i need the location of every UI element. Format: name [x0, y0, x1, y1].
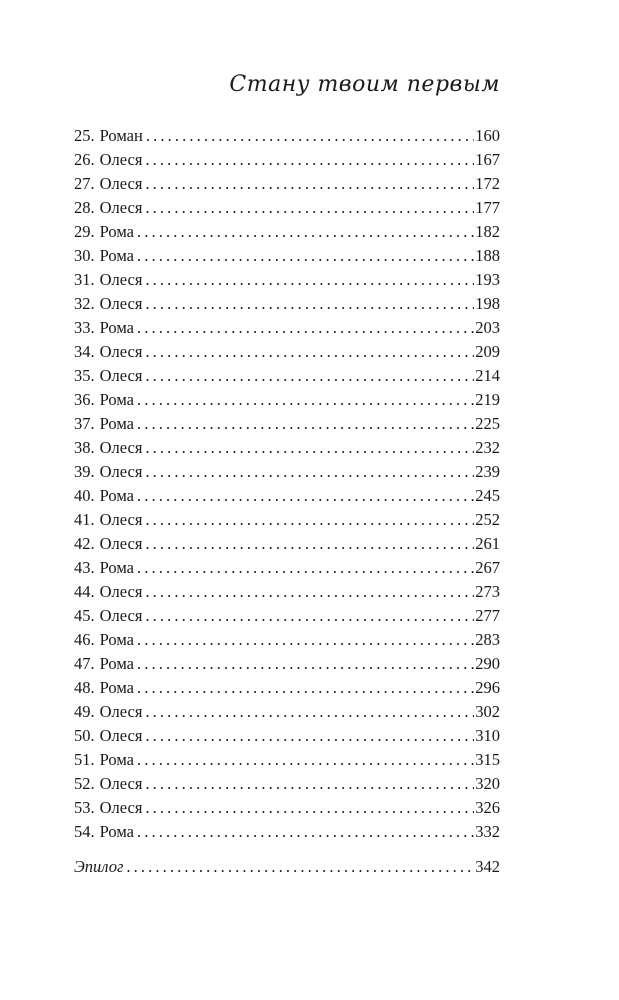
toc-entry[interactable] — [74, 244, 500, 268]
dot-leader — [145, 268, 474, 292]
toc-entry-number: 32. — [74, 294, 95, 313]
toc-entry-number: 51. — [74, 750, 95, 769]
toc-entry-title: Олеся — [99, 582, 143, 601]
dot-leader — [145, 460, 474, 484]
toc-entry-page: 167 — [475, 150, 500, 169]
dot-leader — [145, 580, 474, 604]
toc-entry-page: 188 — [475, 246, 500, 265]
dot-leader — [145, 772, 474, 796]
toc-entry[interactable] — [74, 628, 500, 652]
toc-entry-number: 42. — [74, 534, 95, 553]
toc-entry-page: 198 — [475, 294, 500, 313]
dot-leader — [137, 244, 474, 268]
toc-entry-number: 54. — [74, 822, 95, 841]
toc-entry-title: Олеся — [99, 150, 143, 169]
toc-entry-page: 320 — [475, 774, 500, 793]
toc-entry[interactable] — [74, 316, 500, 340]
toc-entry-title: Рома — [99, 822, 134, 841]
toc-entry-number: 46. — [74, 630, 95, 649]
toc-entry-page: 225 — [475, 414, 500, 433]
toc-entry-number: 36. — [74, 390, 95, 409]
toc-entry-page: 209 — [475, 342, 500, 361]
toc-entry-number: 33. — [74, 318, 95, 337]
dot-leader — [145, 340, 474, 364]
toc-entry-title: Олеся — [99, 726, 143, 745]
toc-entry-title: Олеся — [99, 198, 143, 217]
toc-entry-page: 326 — [475, 798, 500, 817]
dot-leader — [145, 532, 474, 556]
toc-entry-number: 28. — [74, 198, 95, 217]
toc-entry-number: 26. — [74, 150, 95, 169]
dot-leader — [145, 436, 474, 460]
toc-entry-page: 203 — [475, 318, 500, 337]
toc-entry[interactable] — [74, 532, 500, 556]
toc-entry-page: 277 — [475, 606, 500, 625]
dot-leader — [137, 628, 474, 652]
toc-entry-number: 47. — [74, 654, 95, 673]
toc-entry-number: 37. — [74, 414, 95, 433]
toc-entry-page: 273 — [475, 582, 500, 601]
toc-entry[interactable] — [74, 340, 500, 364]
toc-entry-title: Олеся — [99, 702, 143, 721]
toc-entry[interactable] — [74, 820, 500, 844]
toc-entry-title: Рома — [99, 630, 134, 649]
dot-leader — [145, 724, 474, 748]
toc-entry-title: Рома — [99, 558, 134, 577]
dot-leader — [145, 364, 474, 388]
dot-leader — [137, 388, 474, 412]
toc-entry[interactable] — [74, 508, 500, 532]
toc-entry[interactable] — [74, 124, 500, 148]
dot-leader — [145, 172, 474, 196]
toc-entry-number: 30. — [74, 246, 95, 265]
toc-entry-title: Олеся — [99, 366, 143, 385]
toc-entry-page: 245 — [475, 486, 500, 505]
toc-entry-page: 219 — [475, 390, 500, 409]
toc-entry-page: 332 — [475, 822, 500, 841]
toc-entry-page: 315 — [475, 750, 500, 769]
toc-entry[interactable] — [74, 700, 500, 724]
toc-entry-number: 27. — [74, 174, 95, 193]
toc-entry[interactable] — [74, 292, 500, 316]
toc-entry-number: 40. — [74, 486, 95, 505]
toc-entry[interactable] — [74, 220, 500, 244]
dot-leader — [137, 412, 474, 436]
toc-entry-page: 267 — [475, 558, 500, 577]
toc-entry-title: Эпилог — [74, 857, 124, 876]
dot-leader — [145, 604, 474, 628]
toc-entry-number: 52. — [74, 774, 95, 793]
toc-entry-number: 38. — [74, 438, 95, 457]
toc-entry-number: 48. — [74, 678, 95, 697]
toc-entry-title: Олеся — [99, 798, 143, 817]
toc-entry-number: 43. — [74, 558, 95, 577]
toc-entry-title: Роман — [99, 126, 143, 145]
toc-entry[interactable] — [74, 412, 500, 436]
toc-entry-title: Рома — [99, 246, 134, 265]
toc-entry-page: 239 — [475, 462, 500, 481]
dot-leader — [146, 124, 474, 148]
running-title: Стану твоим первым — [229, 72, 500, 97]
toc-entry-page: 214 — [475, 366, 500, 385]
toc-entry-title: Рома — [99, 414, 134, 433]
toc-entry-number: 29. — [74, 222, 95, 241]
toc-entry-page: 193 — [475, 270, 500, 289]
dot-leader — [137, 220, 474, 244]
toc-entry[interactable] — [74, 148, 500, 172]
toc-entry-page: 302 — [475, 702, 500, 721]
toc-entry-title: Олеся — [99, 462, 143, 481]
toc-entry-page: 290 — [475, 654, 500, 673]
toc-entry[interactable] — [74, 652, 500, 676]
toc-entry-number: 39. — [74, 462, 95, 481]
toc-entry-number: 25. — [74, 126, 95, 145]
toc-entry[interactable] — [74, 772, 500, 796]
dot-leader — [145, 700, 474, 724]
toc-entry-title: Рома — [99, 318, 134, 337]
dot-leader — [145, 148, 474, 172]
toc-entry-title: Рома — [99, 750, 134, 769]
toc-entry[interactable] — [74, 436, 500, 460]
toc-entry-page: 342 — [475, 857, 500, 876]
toc-entry-number: 31. — [74, 270, 95, 289]
dot-leader — [137, 748, 474, 772]
toc-entry-title: Олеся — [99, 774, 143, 793]
toc-entry-page: 296 — [475, 678, 500, 697]
toc-entry-page: 182 — [475, 222, 500, 241]
dot-leader — [145, 508, 474, 532]
toc-entry-number: 45. — [74, 606, 95, 625]
toc-entry-number: 34. — [74, 342, 95, 361]
toc-entry[interactable] — [74, 460, 500, 484]
toc-entry[interactable] — [74, 580, 500, 604]
toc-entry-page: 252 — [475, 510, 500, 529]
toc-entry-title: Олеся — [99, 534, 143, 553]
toc-entry[interactable] — [74, 748, 500, 772]
toc-entry-title: Олеся — [99, 510, 143, 529]
dot-leader — [126, 855, 474, 879]
toc-entry-title: Рома — [99, 390, 134, 409]
toc-entry-title: Рома — [99, 654, 134, 673]
toc-entry-page: 177 — [475, 198, 500, 217]
toc-entry[interactable] — [74, 388, 500, 412]
dot-leader — [137, 316, 474, 340]
toc-entry-page: 261 — [475, 534, 500, 553]
toc-entry-title: Олеся — [99, 342, 143, 361]
toc-entry[interactable] — [74, 196, 500, 220]
dot-leader — [137, 676, 474, 700]
toc-entry-title: Рома — [99, 678, 134, 697]
dot-leader — [145, 196, 474, 220]
toc-entry-epilogue[interactable] — [74, 855, 500, 879]
toc-entry-number: 53. — [74, 798, 95, 817]
toc-entry-page: 283 — [475, 630, 500, 649]
toc-entry[interactable] — [74, 724, 500, 748]
toc-entry-page: 232 — [475, 438, 500, 457]
toc-entry[interactable] — [74, 268, 500, 292]
toc-entry-number: 49. — [74, 702, 95, 721]
dot-leader — [145, 796, 474, 820]
toc-entry[interactable] — [74, 484, 500, 508]
toc-entry[interactable] — [74, 676, 500, 700]
toc-entry-title: Олеся — [99, 606, 143, 625]
toc-entry-title: Олеся — [99, 270, 143, 289]
toc-entry[interactable] — [74, 172, 500, 196]
toc-entry-title: Рома — [99, 486, 134, 505]
toc-entry-number: 44. — [74, 582, 95, 601]
toc-entry[interactable] — [74, 364, 500, 388]
toc-entry-page: 310 — [475, 726, 500, 745]
dot-leader — [137, 820, 474, 844]
toc-entry-title: Олеся — [99, 174, 143, 193]
dot-leader — [137, 652, 474, 676]
toc-entry-number: 50. — [74, 726, 95, 745]
toc-entry-title: Рома — [99, 222, 134, 241]
dot-leader — [137, 484, 474, 508]
toc-entry-title: Олеся — [99, 438, 143, 457]
toc-entry-number: 35. — [74, 366, 95, 385]
toc-entry-number: 41. — [74, 510, 95, 529]
toc-entry-page: 172 — [475, 174, 500, 193]
dot-leader — [137, 556, 474, 580]
toc-entry-title: Олеся — [99, 294, 143, 313]
toc-entry[interactable] — [74, 604, 500, 628]
toc-entry[interactable] — [74, 796, 500, 820]
toc-entry-page: 160 — [475, 126, 500, 145]
table-of-contents — [74, 124, 500, 844]
toc-entry[interactable] — [74, 556, 500, 580]
dot-leader — [145, 292, 474, 316]
